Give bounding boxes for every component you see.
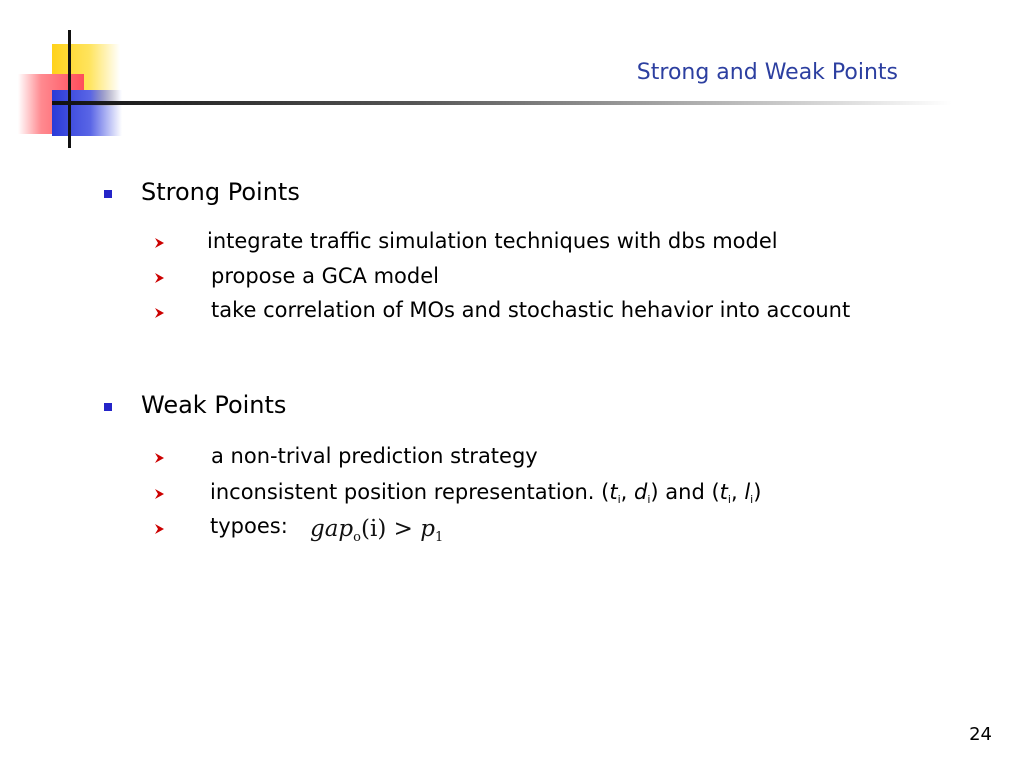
red-arrow-bullet-icon [154, 452, 165, 464]
var-t: t [609, 480, 618, 504]
list-item: integrate traffic simulation techniques with dbs model [207, 229, 778, 253]
var-t: t [719, 480, 728, 504]
section-heading-weak: Weak Points [141, 391, 287, 419]
item-prefix: inconsistent position representation. ( [210, 480, 610, 504]
list-item: propose a GCA model [211, 264, 439, 288]
red-arrow-bullet-icon [154, 307, 165, 319]
sub-i: i [617, 493, 621, 506]
blue-square-bullet-icon [104, 190, 112, 198]
formula-func: gap [310, 516, 354, 542]
list-item-typoes-label: typoes: [210, 514, 288, 538]
typo-formula-image [310, 516, 443, 545]
formula-rhs: p [420, 516, 435, 542]
item-middle: ) and ( [650, 480, 720, 504]
section-heading-strong: Strong Points [141, 178, 300, 206]
sub-i: i [647, 493, 651, 506]
var-d: d [634, 480, 648, 504]
blue-square-decoration [52, 90, 122, 136]
item-suffix: ) [753, 480, 762, 504]
red-arrow-bullet-icon [154, 488, 165, 500]
title-rule [52, 101, 952, 105]
list-item: take correlation of MOs and stochastic hehavior into account [211, 298, 851, 322]
blue-square-bullet-icon [104, 403, 112, 411]
list-item-position-representation: inconsistent position representation. ($t_i$, $d_i$) and ($t_i$, $l_i$) [210, 480, 762, 506]
page-number: 24 [969, 724, 992, 745]
formula-arg: (i) [361, 516, 387, 542]
list-item: a non-trival prediction strategy [211, 444, 538, 468]
sub-i: i [727, 493, 731, 506]
var-l: l [744, 480, 751, 504]
template-logo [0, 0, 140, 150]
sub-i: i [750, 493, 754, 506]
vertical-line-decoration [68, 30, 71, 148]
formula-rhs-sub: 1 [434, 530, 444, 545]
red-arrow-bullet-icon [154, 237, 165, 249]
red-arrow-bullet-icon [154, 272, 165, 284]
red-arrow-bullet-icon [154, 523, 165, 535]
slide-title: Strong and Weak Points [636, 60, 898, 85]
formula-op: > [393, 516, 413, 542]
formula-func-sub: o [353, 530, 361, 545]
